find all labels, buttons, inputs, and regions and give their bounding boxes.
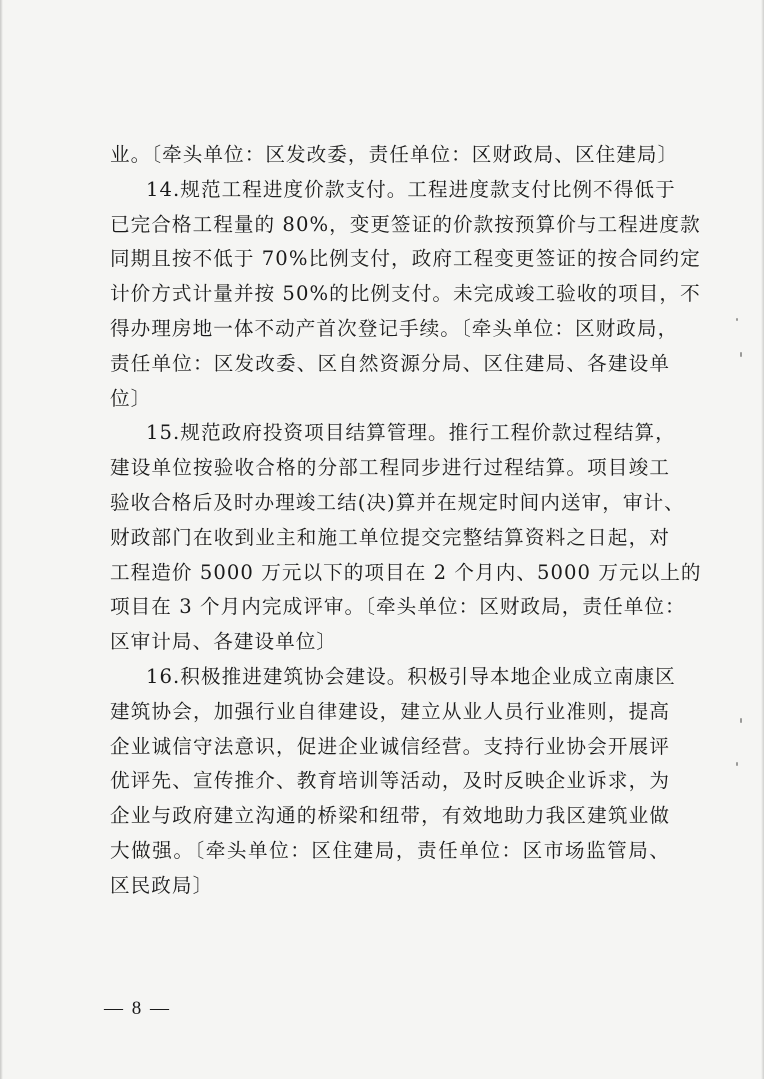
paragraph-line: 责任单位：区发改委、区自然资源分局、区住建局、各建设单 bbox=[110, 351, 670, 375]
paragraph-line: 得办理房地一体不动产首次登记手续。〔牵头单位：区财政局， bbox=[110, 316, 679, 340]
scan-speck bbox=[736, 318, 738, 321]
item-14-heading-line: 14.规范工程进度价款支付。工程进度款支付比例不得低于 bbox=[146, 177, 676, 201]
document-body bbox=[110, 138, 702, 904]
page-number: — 8 — bbox=[104, 998, 171, 1019]
item-15-heading-line: 15.规范政府投资项目结算管理。推行工程价款过程结算， bbox=[146, 421, 676, 445]
paragraph-line: 已完合格工程量的 80%，变更签证的价款按预算价与工程进度款 bbox=[110, 212, 701, 236]
paragraph-line: 区审计局、各建设单位〕 bbox=[110, 630, 338, 654]
paragraph-line: 区民政局〕 bbox=[110, 873, 214, 897]
scan-speck bbox=[740, 718, 742, 723]
paragraph-line: 企业与政府建立沟通的桥梁和纽带，有效地助力我区建筑业做 bbox=[110, 804, 670, 828]
paragraph-line: 财政部门在收到业主和施工单位提交完整结算资料之日起，对 bbox=[110, 525, 670, 549]
paragraph-line: 大做强。〔牵头单位：区住建局，责任单位：区市场监管局、 bbox=[110, 838, 670, 862]
scan-speck bbox=[740, 352, 742, 357]
paragraph-line: 建设单位按验收合格的分部工程同步进行过程结算。项目竣工 bbox=[110, 456, 670, 480]
scan-speck bbox=[736, 762, 738, 766]
item-16-heading-line: 16.积极推进建筑协会建设。积极引导本地企业成立南康区 bbox=[146, 664, 676, 688]
paragraph-line: 同期且按不低于 70%比例支付，政府工程变更签证的按合同约定 bbox=[110, 247, 701, 271]
paragraph-line: 优评先、宣传推介、教育培训等活动，及时反映企业诉求，为 bbox=[110, 769, 670, 793]
paragraph-line: 验收合格后及时办理竣工结(决)算并在规定时间内送审，审计、 bbox=[110, 490, 685, 514]
paragraph-line: 计价方式计量并按 50%的比例支付。未完成竣工验收的项目，不 bbox=[110, 282, 701, 306]
paragraph-line: 位〕 bbox=[110, 386, 152, 410]
paragraph-line: 项目在 3 个月内完成评审。〔牵头单位：区财政局，责任单位： bbox=[110, 595, 686, 619]
paragraph-line: 业。〔牵头单位：区发改委，责任单位：区财政局、区住建局〕 bbox=[110, 143, 679, 166]
paragraph-line: 建筑协会，加强行业自律建设，建立从业人员行业准则，提高 bbox=[110, 699, 670, 723]
paragraph-line: 企业诚信守法意识，促进企业诚信经营。支持行业协会开展评 bbox=[110, 734, 670, 758]
paragraph-line: 工程造价 5000 万元以下的项目在 2 个月内、5000 万元以上的 bbox=[110, 560, 702, 584]
page-edge-left bbox=[0, 0, 3, 1079]
